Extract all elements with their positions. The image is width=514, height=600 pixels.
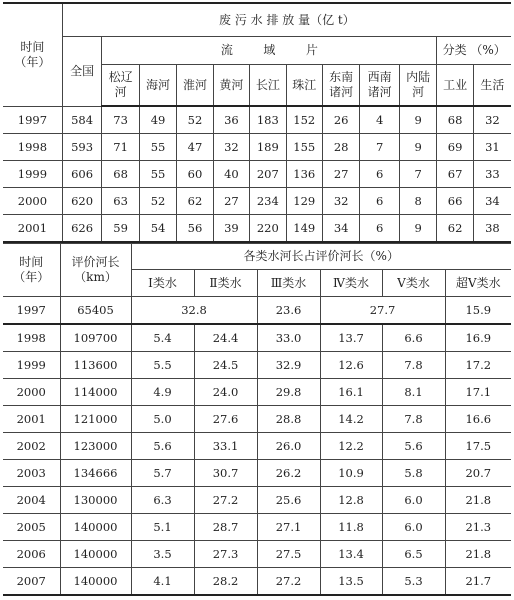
- year-cell: 1997: [3, 106, 62, 134]
- table-cell: 28: [322, 134, 359, 161]
- table-cell: 5.7: [131, 460, 194, 487]
- category-group-header: 分类 （%）: [437, 37, 511, 65]
- national-header: 全国: [62, 37, 102, 107]
- table-cell: 21.8: [445, 541, 511, 568]
- basin-header: 黄河: [213, 65, 249, 107]
- table-cell: 66: [437, 188, 473, 215]
- class-header: Ⅴ类水: [382, 270, 445, 297]
- table-row: [3, 352, 511, 379]
- table-cell: 4: [360, 106, 400, 134]
- year-cell: 1999: [3, 161, 62, 188]
- table-row: [3, 514, 511, 541]
- table-cell: 121000: [60, 406, 131, 433]
- table-cell: 33.1: [194, 433, 257, 460]
- table-cell: 60: [177, 161, 213, 188]
- table-cell: 13.5: [320, 568, 382, 596]
- table-cell: 149: [286, 215, 322, 243]
- table-cell: 189: [250, 134, 286, 161]
- table-cell: 23.6: [257, 297, 320, 325]
- table-cell: 6.0: [382, 487, 445, 514]
- table-row: [3, 568, 511, 596]
- table-cell: 7.8: [382, 406, 445, 433]
- table-cell: 12.6: [320, 352, 382, 379]
- table-cell: 16.6: [445, 406, 511, 433]
- class-header: 超Ⅴ类水: [445, 270, 511, 297]
- table-row: [3, 188, 511, 215]
- table-row: [3, 161, 511, 188]
- table-cell: 140000: [60, 541, 131, 568]
- table-row: [3, 460, 511, 487]
- table-cell: 55: [139, 161, 176, 188]
- table-cell: 8.1: [382, 379, 445, 406]
- table-cell: 6: [360, 215, 400, 243]
- table-cell: 17.2: [445, 352, 511, 379]
- year-header: 时间 （年）: [3, 3, 62, 106]
- discharge-group-header: 废 污 水 排 放 量（亿 t）: [62, 3, 511, 37]
- table-cell: 9: [399, 106, 436, 134]
- table-cell: 14.2: [320, 406, 382, 433]
- table-cell: 155: [286, 134, 322, 161]
- table-cell: 21.8: [445, 487, 511, 514]
- category-header: 工业: [437, 65, 473, 107]
- table-cell: 134666: [60, 460, 131, 487]
- table-cell: 21.7: [445, 568, 511, 596]
- table-row: [3, 134, 511, 161]
- table-cell: 4.1: [131, 568, 194, 596]
- table-cell: 5.1: [131, 514, 194, 541]
- table-cell: 9: [399, 134, 436, 161]
- table-cell: 123000: [60, 433, 131, 460]
- table-cell: 15.9: [445, 297, 511, 325]
- table-cell: 32.8: [131, 297, 257, 325]
- river-quality-table: [3, 243, 511, 596]
- table-row: [3, 541, 511, 568]
- table-cell: 6.0: [382, 514, 445, 541]
- table-cell: 7: [360, 134, 400, 161]
- table-row: [3, 433, 511, 460]
- table-cell: 28.8: [257, 406, 320, 433]
- table-cell: 31: [473, 134, 511, 161]
- table-cell: 26: [322, 106, 359, 134]
- table-cell: 52: [139, 188, 176, 215]
- basin-header: 松辽 河: [102, 65, 139, 107]
- table-cell: 62: [437, 215, 473, 243]
- table-cell: 113600: [60, 352, 131, 379]
- table-cell: 5.4: [131, 324, 194, 352]
- table-cell: 56: [177, 215, 213, 243]
- table-cell: 27.7: [320, 297, 445, 325]
- table-cell: 140000: [60, 568, 131, 596]
- table-cell: 152: [286, 106, 322, 134]
- table-cell: 11.8: [320, 514, 382, 541]
- table-cell: 5.3: [382, 568, 445, 596]
- basin-header: 西南 诸河: [360, 65, 400, 107]
- table-cell: 626: [62, 215, 102, 243]
- table-cell: 6: [360, 188, 400, 215]
- year-cell: 1999: [3, 352, 60, 379]
- class-header: Ⅳ类水: [320, 270, 382, 297]
- table-row: [3, 297, 511, 325]
- table-cell: 24.4: [194, 324, 257, 352]
- category-header: 生活: [473, 65, 511, 107]
- table-cell: 584: [62, 106, 102, 134]
- table-cell: 17.5: [445, 433, 511, 460]
- table-cell: 26.0: [257, 433, 320, 460]
- table-cell: 16.9: [445, 324, 511, 352]
- table-cell: 36: [213, 106, 249, 134]
- table-cell: 130000: [60, 487, 131, 514]
- table-cell: 67: [437, 161, 473, 188]
- table-cell: 29.8: [257, 379, 320, 406]
- table-cell: 69: [437, 134, 473, 161]
- table-row: [3, 324, 511, 352]
- table-cell: 25.6: [257, 487, 320, 514]
- table-cell: 220: [250, 215, 286, 243]
- table-cell: 6.6: [382, 324, 445, 352]
- table-cell: 32: [473, 106, 511, 134]
- table-cell: 8: [399, 188, 436, 215]
- basin-header: 海河: [139, 65, 176, 107]
- table-cell: 27.2: [194, 487, 257, 514]
- year-cell: 2006: [3, 541, 60, 568]
- table-cell: 27.5: [257, 541, 320, 568]
- table-cell: 5.6: [382, 433, 445, 460]
- year-cell: 2003: [3, 460, 60, 487]
- table-cell: 63: [102, 188, 139, 215]
- table-cell: 32: [213, 134, 249, 161]
- table-cell: 606: [62, 161, 102, 188]
- table-cell: 9: [399, 215, 436, 243]
- class-header: Ⅲ类水: [257, 270, 320, 297]
- table-cell: 12.2: [320, 433, 382, 460]
- table-cell: 33: [473, 161, 511, 188]
- table-cell: 234: [250, 188, 286, 215]
- table-cell: 183: [250, 106, 286, 134]
- table-cell: 114000: [60, 379, 131, 406]
- class-group-header: 各类水河长占评价河长（%）: [131, 244, 511, 270]
- table-row: [3, 487, 511, 514]
- class-header: Ⅰ类水: [131, 270, 194, 297]
- table-cell: 28.7: [194, 514, 257, 541]
- table-cell: 12.8: [320, 487, 382, 514]
- class-header: Ⅱ类水: [194, 270, 257, 297]
- table-cell: 71: [102, 134, 139, 161]
- table-row: [3, 215, 511, 243]
- year-header: 时间 （年）: [3, 244, 60, 297]
- table-cell: 10.9: [320, 460, 382, 487]
- table-cell: 7.8: [382, 352, 445, 379]
- table-cell: 27.2: [257, 568, 320, 596]
- table-cell: 68: [102, 161, 139, 188]
- table-cell: 34: [473, 188, 511, 215]
- basin-header: 内陆 河: [399, 65, 436, 107]
- table-cell: 33.0: [257, 324, 320, 352]
- table-cell: 6.3: [131, 487, 194, 514]
- table-cell: 32.9: [257, 352, 320, 379]
- table-cell: 54: [139, 215, 176, 243]
- table-cell: 20.7: [445, 460, 511, 487]
- table-cell: 49: [139, 106, 176, 134]
- table-cell: 30.7: [194, 460, 257, 487]
- river-length-header: 评价河长 （km）: [60, 244, 131, 297]
- basin-header: 淮河: [177, 65, 213, 107]
- table-cell: 5.6: [131, 433, 194, 460]
- table-cell: 27: [213, 188, 249, 215]
- year-cell: 2000: [3, 379, 60, 406]
- table-cell: 5.8: [382, 460, 445, 487]
- table-cell: 52: [177, 106, 213, 134]
- table-cell: 207: [250, 161, 286, 188]
- year-cell: 2000: [3, 188, 62, 215]
- table-cell: 28.2: [194, 568, 257, 596]
- table-cell: 24.5: [194, 352, 257, 379]
- table-row: [3, 379, 511, 406]
- table-cell: 59: [102, 215, 139, 243]
- table-cell: 73: [102, 106, 139, 134]
- year-cell: 2004: [3, 487, 60, 514]
- basin-header: 珠江: [286, 65, 322, 107]
- table-cell: 7: [399, 161, 436, 188]
- table-cell: 38: [473, 215, 511, 243]
- table-cell: 27.3: [194, 541, 257, 568]
- basin-header: 东南 诸河: [322, 65, 359, 107]
- table-cell: 24.0: [194, 379, 257, 406]
- table-cell: 3.5: [131, 541, 194, 568]
- table-cell: 109700: [60, 324, 131, 352]
- table-cell: 129: [286, 188, 322, 215]
- year-cell: 1998: [3, 134, 62, 161]
- table-cell: 27.6: [194, 406, 257, 433]
- table-cell: 5.0: [131, 406, 194, 433]
- table-cell: 55: [139, 134, 176, 161]
- table-cell: 620: [62, 188, 102, 215]
- table-cell: 16.1: [320, 379, 382, 406]
- table-cell: 27: [322, 161, 359, 188]
- table-cell: 68: [437, 106, 473, 134]
- table-cell: 13.7: [320, 324, 382, 352]
- wastewater-discharge-table: [3, 2, 511, 243]
- table-cell: 1997: [3, 297, 60, 325]
- year-cell: 1998: [3, 324, 60, 352]
- basin-header: 长江: [250, 65, 286, 107]
- table-cell: 593: [62, 134, 102, 161]
- table-cell: 17.1: [445, 379, 511, 406]
- table-cell: 140000: [60, 514, 131, 541]
- table-cell: 4.9: [131, 379, 194, 406]
- year-cell: 2002: [3, 433, 60, 460]
- table-cell: 34: [322, 215, 359, 243]
- table-cell: 32: [322, 188, 359, 215]
- table-row: [3, 406, 511, 433]
- table-cell: 136: [286, 161, 322, 188]
- table-row: [3, 106, 511, 134]
- year-cell: 2007: [3, 568, 60, 596]
- year-cell: 2001: [3, 215, 62, 243]
- table-cell: 47: [177, 134, 213, 161]
- table-cell: 21.3: [445, 514, 511, 541]
- table-cell: 40: [213, 161, 249, 188]
- table-cell: 39: [213, 215, 249, 243]
- table-cell: 27.1: [257, 514, 320, 541]
- table-cell: 6.5: [382, 541, 445, 568]
- basin-group-header: 流 域 片: [102, 37, 437, 65]
- table-cell: 26.2: [257, 460, 320, 487]
- table-cell: 62: [177, 188, 213, 215]
- table-cell: 13.4: [320, 541, 382, 568]
- table-cell: 6: [360, 161, 400, 188]
- year-cell: 2001: [3, 406, 60, 433]
- table-cell: 5.5: [131, 352, 194, 379]
- table-cell: 65405: [60, 297, 131, 325]
- year-cell: 2005: [3, 514, 60, 541]
